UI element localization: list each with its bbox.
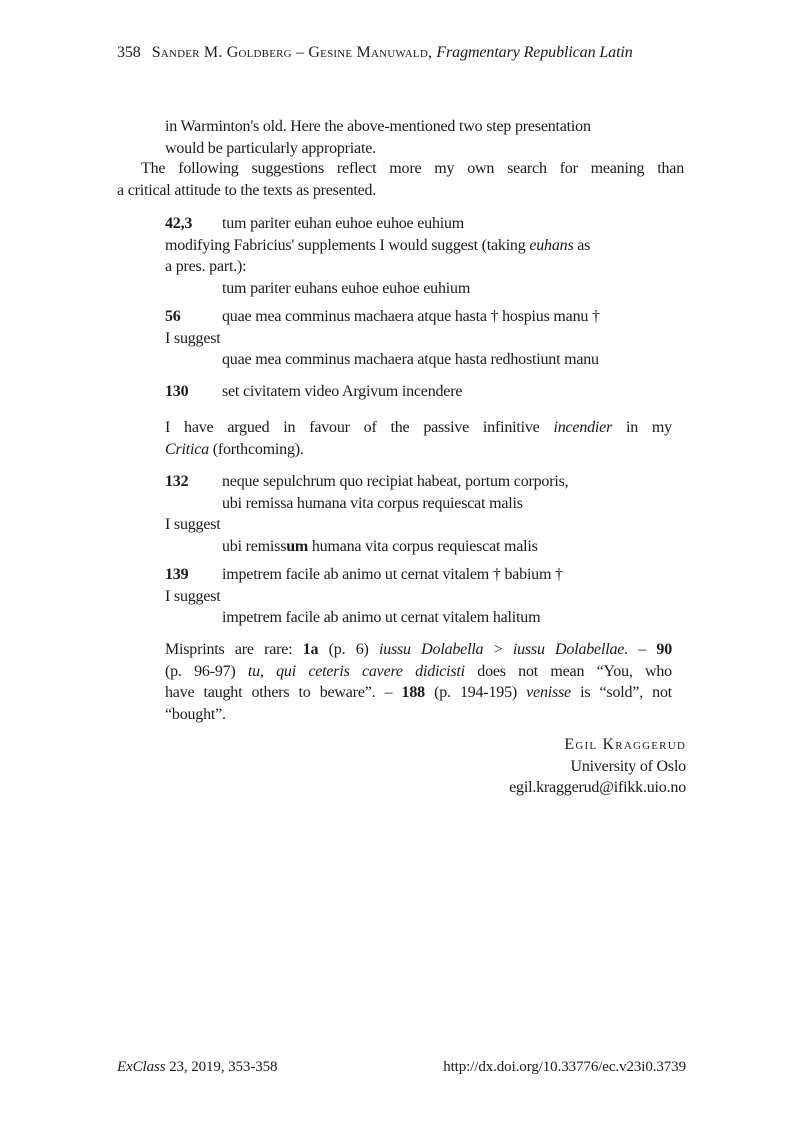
text-segment: I have argued in favour of the passive infinitive [165,419,554,436]
text-line [117,158,684,180]
footer-doi: http://dx.doi.org/10.33776/ec.v23i0.3739 [443,1059,686,1075]
text-segment: does not mean “You, who [464,662,672,680]
suggested-text-line [222,349,686,371]
text-segment: > [483,641,513,658]
text-segment: (p. 194-195) [424,684,527,701]
text-segment: Sander M. Goldberg – Gesine Manuwald, [151,44,437,61]
text-segment: in my [612,419,672,436]
text-segment: euhans [529,236,574,254]
text-segment: um [286,537,309,555]
text-segment: humana vita corpus requiescat malis [308,537,538,555]
entry-139 [117,564,686,629]
carryover-paragraph [117,116,686,159]
text-segment: impetrem facile ab animo ut cernat vitalem † babium † [222,566,563,583]
entry-42-3 [117,213,686,299]
text-segment: would be particularly appropriate. [165,139,376,157]
text-segment: tu, qui ceteris cavere didicisti [247,662,465,680]
fragment-lemma-line [165,471,686,493]
text-segment: 90 [656,641,672,658]
text-segment: I suggest [165,516,221,533]
text-segment: neque sepulchrum quo recipiat habeat, portum corporis, [222,473,569,490]
text-segment: (forthcoming). [208,440,304,458]
text-segment: tum pariter euhans euhoe euhoe euhium [222,279,471,297]
text-segment: is “sold”, not [570,684,673,701]
suggestion-label [165,328,686,350]
text-segment: egil.kraggerud@ifikk.uio.no [509,779,686,796]
text-segment: a pres. part.): [165,258,247,275]
text-segment: Fragmentary Republican Latin [436,44,633,61]
text-segment: have taught others to beware”. – [165,684,402,701]
footer-citation [117,1059,277,1076]
header-page-number: 358 [117,44,141,61]
text-segment: modifying Fabricius' supplements I would suggest (taking [165,236,530,254]
text-segment: impetrem facile ab animo ut cernat vitalem halitum [222,609,541,626]
text-segment: (p. 6) [318,641,379,658]
incendier-note [117,417,686,460]
text-line [165,661,672,683]
text-line [165,682,672,704]
text-segment: 1a [302,641,319,658]
text-segment: tum pariter euhan euhoe euhoe euhium [222,215,465,232]
text-segment: a critical attitude to the texts as presented. [117,181,377,199]
text-segment: Misprints are rare: [165,641,303,658]
comment-line [165,439,686,461]
reviewer-affiliation [117,756,686,778]
intro-paragraph [117,158,686,201]
suggested-text-line [222,607,686,629]
text-segment: ExClass [117,1059,166,1075]
page-header [117,44,686,62]
fragment-number: 56 [165,308,181,325]
fragment-lemma-line [165,213,686,235]
text-line [165,138,686,160]
reviewer-email [117,777,686,799]
suggested-text-line [222,536,686,558]
fragment-lemma-line [165,564,686,586]
suggestion-label [165,586,686,608]
text-segment: 188 [401,684,425,701]
entry-130 [117,381,686,403]
text-segment: quae mea comminus machaera atque hasta † hospius manu † [222,308,600,325]
suggestion-label [165,514,686,536]
comment-line [165,256,686,278]
text-segment: University of Oslo [570,757,686,775]
text-line [165,116,686,138]
text-segment: The following suggestions reflect more my own search for meaning than [141,160,684,177]
comment-line [165,235,686,257]
fragment-number: 42,3 [165,215,193,232]
text-segment: . – [624,641,657,658]
text-segment: iussu Dolabella [378,641,484,658]
text-segment: “bought”. [165,705,226,723]
text-segment: iussu Dolabellae [512,641,625,658]
text-segment: (p. 96-97) [165,662,248,680]
text-segment: ubi remissa humana vita corpus requiescat malis [222,494,523,512]
text-line [165,639,672,661]
text-segment: set civitatem video Argivum incendere [222,383,463,400]
text-segment: incendier [553,419,613,436]
text-segment: I suggest [165,587,221,605]
text-segment: quae mea comminus machaera atque hasta redhostiunt manu [222,351,599,368]
text-segment: Critica [165,440,209,458]
fragment-lemma-line [222,493,686,515]
text-segment: venisse [526,684,571,701]
text-segment: Egil Kraggerud [564,736,686,753]
fragment-lemma-line [165,306,686,328]
comment-line [165,417,672,439]
signature-block [117,734,686,799]
fragment-number: 132 [165,473,189,490]
text-segment: 23, 2019, 353-358 [165,1059,278,1075]
header-running-title [152,44,633,61]
fragment-number: 130 [165,383,189,400]
reviewer-name [117,734,686,756]
suggested-text-line [222,278,686,300]
fragment-number: 139 [165,566,189,583]
entry-56 [117,306,686,371]
entry-132 [117,471,686,557]
text-segment: I suggest [165,329,221,347]
text-line [165,704,686,726]
text-line [117,180,686,202]
fragment-lemma-line [165,381,686,403]
page-footer [117,1059,686,1076]
misprints-paragraph [117,639,686,725]
text-segment: ubi remiss [222,537,287,555]
text-segment: as [573,236,591,254]
text-segment: in Warminton's old. Here the above-mentioned two step presentation [165,118,591,135]
